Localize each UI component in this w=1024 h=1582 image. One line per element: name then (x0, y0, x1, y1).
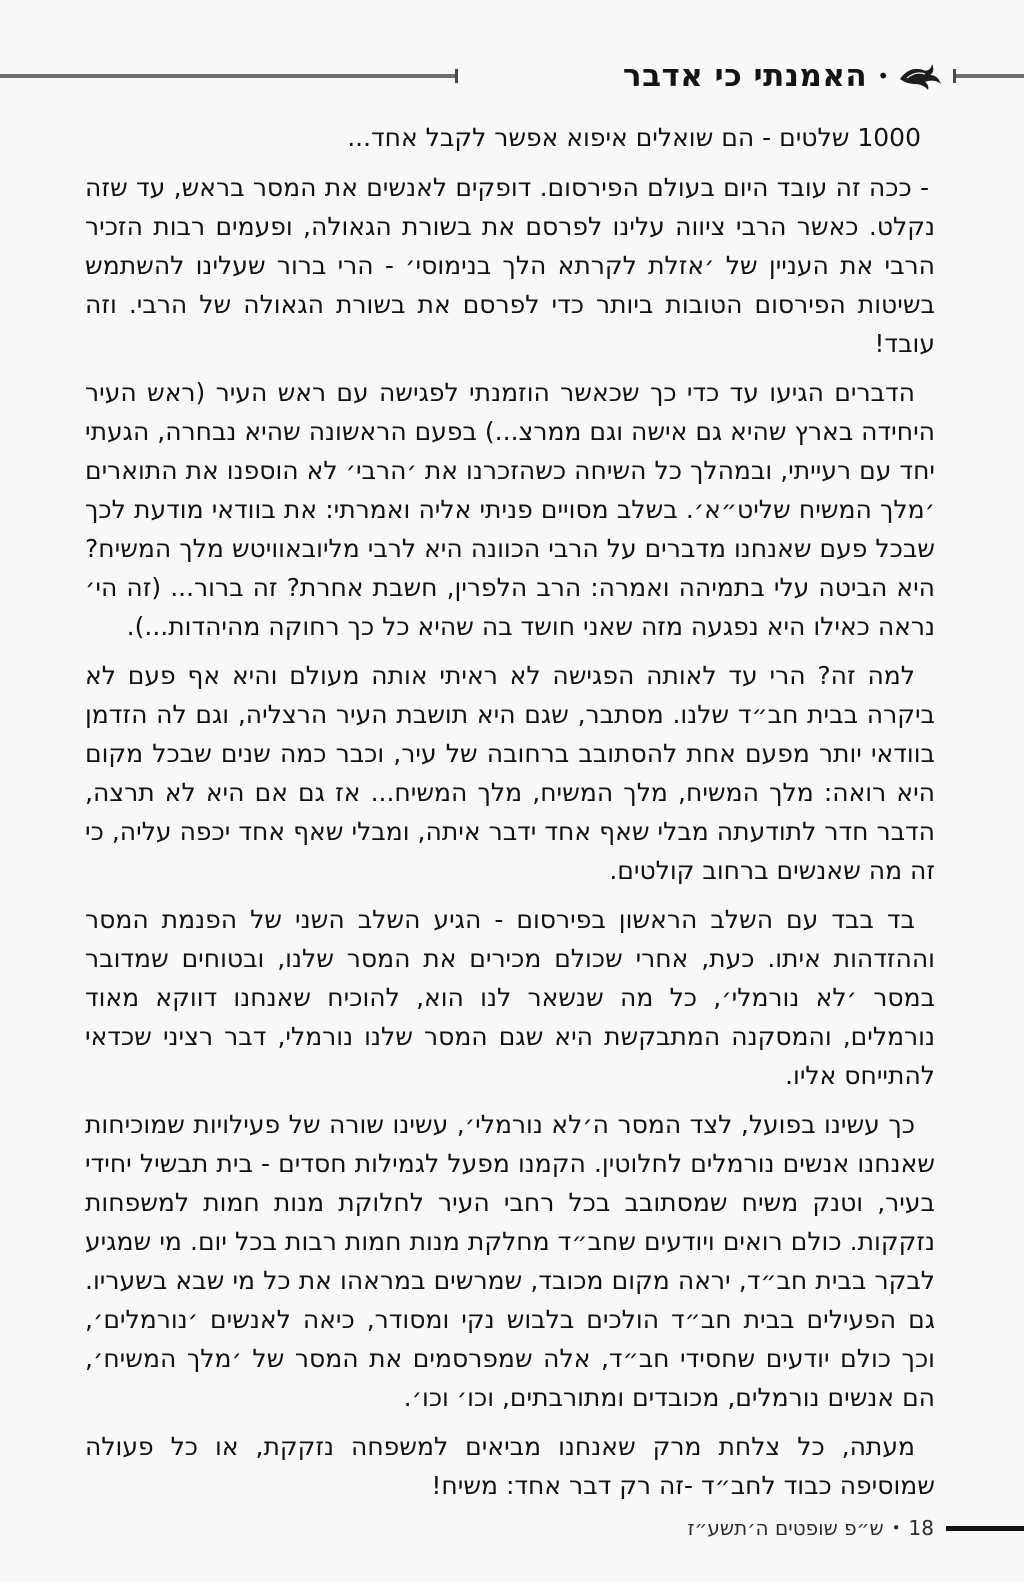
page-footer (688, 1513, 1024, 1543)
footer-issue-title: ש״פ שופטים ה׳תשע״ז (687, 1516, 884, 1540)
paragraph: - ככה זה עובד היום בעולם הפירסום. דופקים לאנשים את המסר בראש, עד שזה נקלט. כאשר הרבי ציווה עלינו לפרסם את בשורת הגאולה, ופעמים רבות הזכיר הרבי את העניין של ׳אזלת לקרתא הלך בנימוסי׳ - הרי ברור שעלינו להשתמש בשיטות הפירסום הטובות ביותר כדי לפרסם את בשורת הגאולה של הרבי. וזה עובד! (85, 173, 935, 358)
paragraph: מעתה, כל צלחת מרק שאנחנו מביאים למשפחה נזקקת, או כל פעולה שמוסיפה כבוד לחב״ד -זה רק דבר אחד: משיח! (85, 1432, 935, 1500)
page-header (0, 53, 1024, 99)
flourish-icon (899, 62, 943, 90)
continuation-line: 1000 שלטים - הם שואלים איפוא אפשר לקבל אחד... (347, 123, 921, 152)
header-separator-bullet: • (877, 64, 889, 88)
paragraph: למה זה? הרי עד לאותה הפגישה לא ראיתי אותה מעולם והיא אף פעם לא ביקרה בבית חב״ד שלנו. מסתבר, שגם היא תושבת העיר הרצליה, וגם לה הזדמן בוודאי יותר מפעם אחת להסתובב ברחובה של עיר, וכבר כמה שנים שבכל מקום היא רואה: מלך המשיח, מלך המשיח, מלך המשיח... אז גם אם היא לא תרצה, הדבר חדר לתודעתה מבלי שאף אחד ידבר איתה, ומבלי שאף אחד יכפה עליה, כי זה מה שאנשים ברחוב קולטים. (85, 661, 935, 885)
footer-rule (946, 1526, 1024, 1531)
header-rule-right (956, 74, 1024, 78)
paragraph: בד בבד עם השלב הראשון בפירסום - הגיע השלב השני של הפנמת המסר וההזדהות איתו. כעת, אחרי שכולם מכירים את המסר שלנו, ובטוחים שמדובר במסר ׳לא נורמלי׳, כל מה שנשאר לנו הוא, להוכיח שאנחנו דווקא מאוד נורמלים, והמסקנה המתבקשת היא שגם המסר שלנו נורמלי, דבר רציני שכדאי להתייחס אליו. (85, 905, 935, 1090)
header-title-group (623, 58, 945, 94)
header-rule-left (0, 74, 455, 78)
header-rule-left-endcap (455, 69, 458, 83)
paragraph: הדברים הגיעו עד כדי כך שכאשר הוזמנתי לפגישה עם ראש העיר (ראש העיר היחידה בארץ שהיא גם אישה וגם ממרצ...) בפעם הראשונה שהיא נבחרה, הגעתי יחד עם רעייתי, ובמהלך כל השיחה כשהזכרנו את ׳הרבי׳ לא הוספנו את התוארים ׳מלך המשיח שליט״א׳. בשלב מסויים פניתי אליה ואמרתי: את בוודאי מודעת לכך שבכל פעם שאנחנו מדברים על הרבי הכוונה היא לרבי מליובאוויטש מלך המשיח? היא הביטה עלי בתמיהה ואמרה: הרב הלפרין, חשבת אחרת? זה ברור... (זה הי׳ נראה כאילו היא נפגעה מזה שאני חושד בה שהיא כל כך רחוקה מהיהדות...). (85, 378, 935, 641)
paragraph: כך עשינו בפועל, לצד המסר ה׳לא נורמלי׳, עשינו שורה של פעילויות שמוכיחות שאנחנו אנשים נורמלים לחלוטין. הקמנו מפעל לגמילות חסדים - בית תבשיל יחידי בעיר, וטנק משיח שמסתובב בכל רחבי העיר לחלוקת מנות חמות למשפחות נזקקות. כולם רואים ויודעים שחב״ד מחלקת מנות חמות רבות בכל יום. מי שמגיע לבקר בבית חב״ד, יראה מקום מכובד, שמרשים במראהו את כל מי שבא בשעריו. גם הפעילים בבית חב״ד הולכים בלבוש נקי ומסודר, כיאה לאנשים ׳נורמלים׳, וכך כולם יודעים שחסידי חב״ד, אלה שמפרסמים את המסר של ׳מלך המשיח׳, הם אנשים נורמלים, מכובדים ומתורבתים, וכו׳ וכו׳. (85, 1110, 935, 1412)
running-header-title: האמנתי כי אדבר (622, 58, 868, 94)
page-body (85, 118, 935, 1515)
footer-separator-bullet: • (891, 1519, 901, 1537)
page-number: 18 (908, 1516, 934, 1540)
